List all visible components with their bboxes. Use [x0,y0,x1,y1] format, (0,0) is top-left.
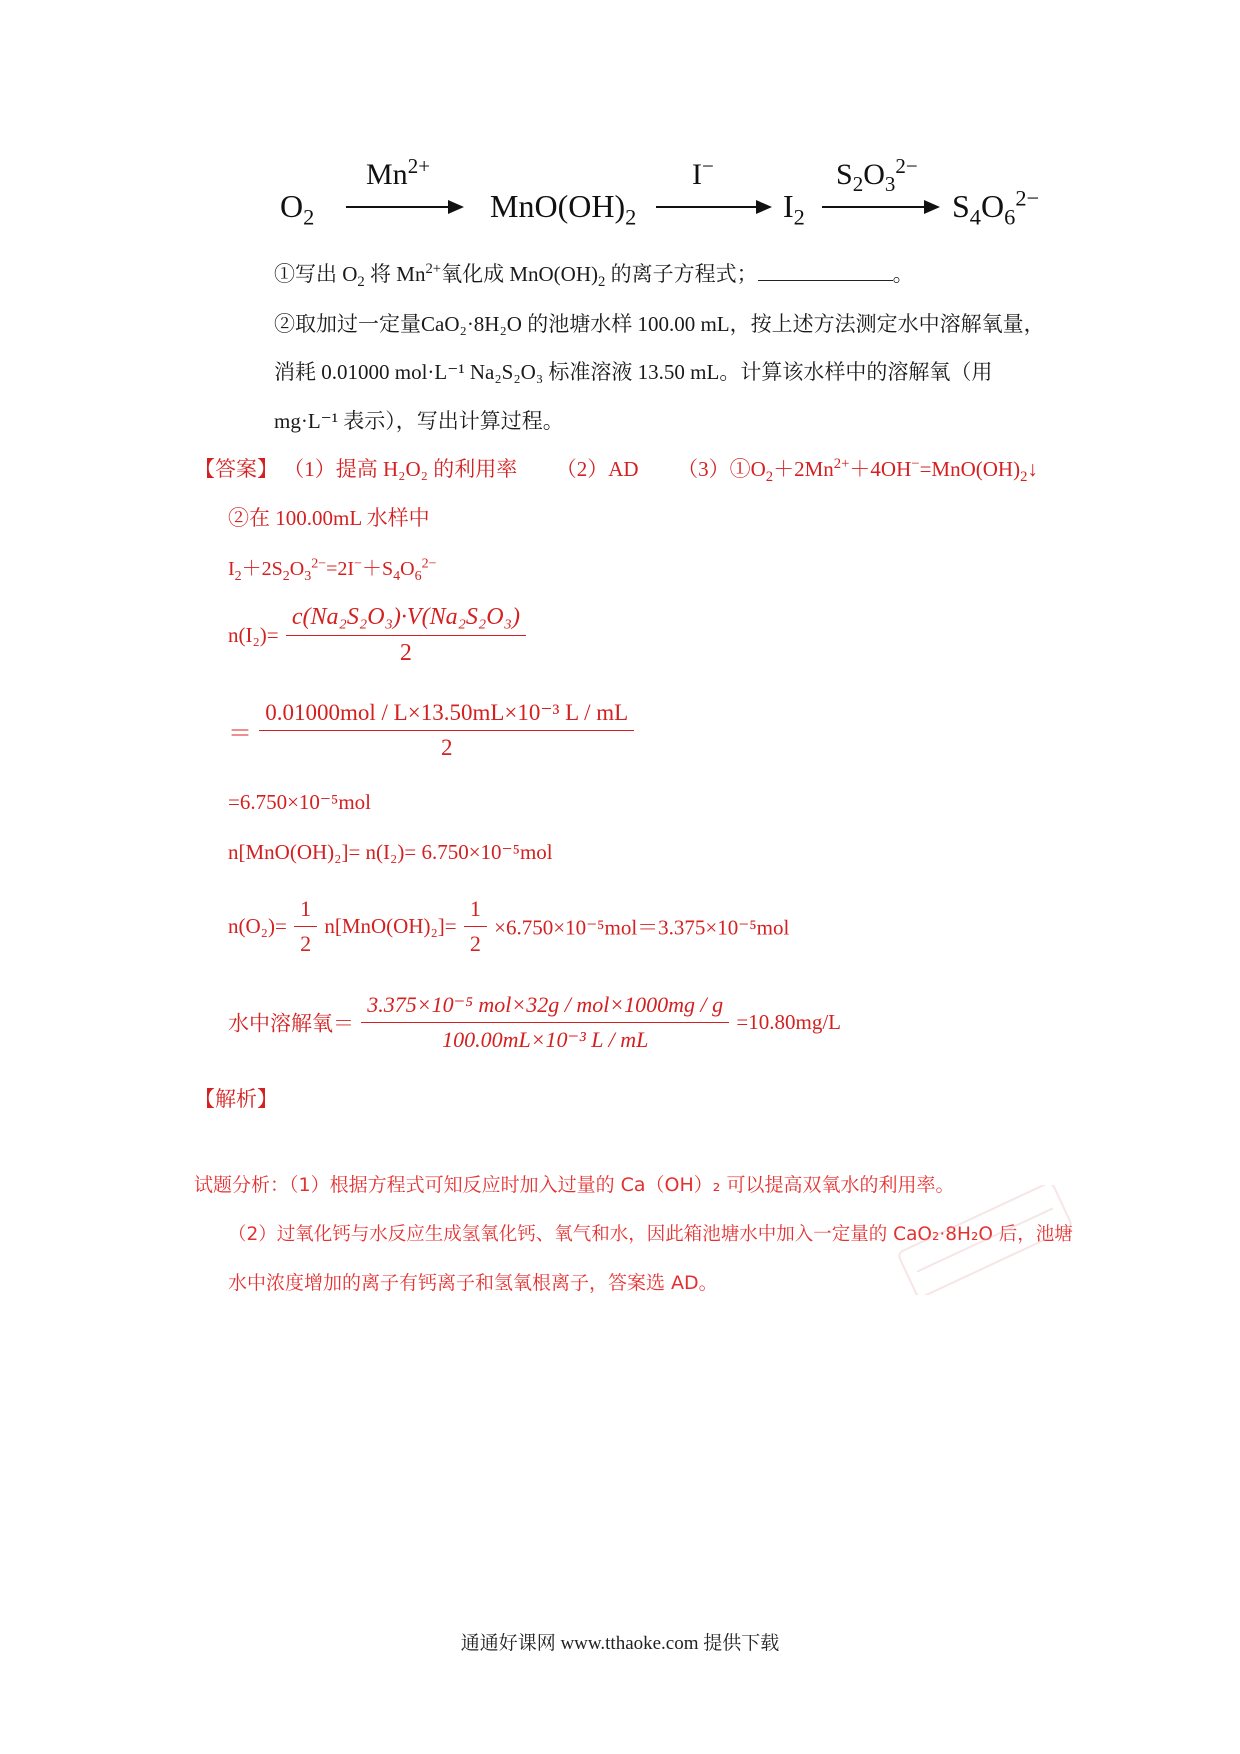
scheme-o2: $O_2$ [280,188,315,230]
do-numerator: 3.375×10⁻⁵ mol×32g / mol×1000mg / g [361,992,729,1023]
no2-label: n(O₂)= [228,914,287,938]
question-2-line-3: mg·L⁻¹ 表示），写出计算过程。 [274,409,564,433]
nmnooh-line: n[MnO(OH)₂]= n(I₂)= 6.750×10⁻⁵mol [228,840,553,864]
arrow-1-line [346,206,450,208]
answer-part-3: $(3)①O_2+2Mn^{2+}+4OH^-=MnO(OH)_2↓$ [677,456,1038,486]
no2-frac1-num: 1 [294,896,317,927]
no2-fraction-2 [464,896,487,957]
answer-step-intro: ②在 100.00mL 水样中 [228,506,430,530]
no2-frac1-den: 2 [300,931,312,956]
calc-equals: ＝ [228,721,252,747]
no2-frac2-num: 1 [464,896,487,927]
scheme-reagent-iodide: I− [692,154,714,191]
do-result: =10.80mg/L [736,1010,842,1034]
ni2-formula [228,604,528,667]
arrow-2-line [656,206,758,208]
answer-line [194,453,1038,486]
no2-end: ×6.750×10⁻⁵mol＝3.375×10⁻⁵mol [494,915,790,940]
analysis-line-1: 试题分析：（1）根据方程式可知反应时加入过量的 Ca（OH）₂ 可以提高双氧水的利用率。 [194,1174,955,1196]
calc-numerator: 0.01000mol / L×13.50mL×10⁻³ L / mL [259,700,634,731]
page-footer: 通通好课网 www.tthaoke.com 提供下载 [460,1633,780,1654]
scheme-tetrathionate: $S_4O_6^{2-}$ [952,185,1040,230]
answer-part-1: （1）提高 H₂O₂ 的利用率 [283,457,518,481]
ni2-denominator: 2 [399,640,412,666]
answer-label: 【答案】 [194,457,278,481]
calc-formula [228,700,636,761]
calc-denominator: 2 [440,735,453,760]
answer-equation: $I_2+2S_2O_3^{2-}=2I^-+S_4O_6^{2-}$ [228,556,437,584]
scheme-mnooh: $MnO(OH)_2$ [490,188,637,230]
ni2-numerator: c(Na₂S₂O₃)·V(Na₂S₂O₃) [286,604,526,636]
scheme-reagent-mn: $Mn^{2+}$ [366,154,431,191]
analysis-line-3: 水中浓度增加的离子有钙离子和氢氧根离子，答案选 AD。 [228,1272,718,1294]
do-label: 水中溶解氧＝ [228,1011,354,1036]
no2-fraction-1 [294,896,317,957]
question-2-line-1: ②取加过一定量CaO₂·8H₂O 的池塘水样 100.00 mL，按上述方法测定水中溶解氧量， [274,312,1045,336]
question-1: ①写出 $O_2$ 将 $Mn^{2+}$氧化成 $MnO(OH)_2$ 的离子方程式； 。 [274,261,914,291]
result-1: =6.750×10⁻⁵mol [228,790,372,814]
no2-middle: n[MnO(OH)₂]= [324,914,457,938]
watermark-graphic [880,1185,1090,1295]
arrow-1-head [448,200,464,214]
do-fraction [361,992,729,1053]
arrow-2-head [756,200,772,214]
no2-formula [228,896,789,957]
do-denominator: 100.00mL×10⁻³ L / mL [442,1027,649,1052]
scheme-reagent-thiosulfate: $S_2O_3^{2-}$ [836,154,918,196]
answer-blank [758,260,893,281]
watermark-stamp [880,1185,1090,1295]
analysis-label: 【解析】 [194,1087,278,1111]
no2-frac2-den: 2 [469,931,481,956]
scheme-i2: $I_2$ [783,188,805,230]
question-2-line-2: 消耗 0.01000 mol·L⁻¹ Na₂S₂O₃ 标准溶液 13.50 mL。计算该水样中的溶解氧（用 [274,360,993,384]
analysis-line-2: （2）过氧化钙与水反应生成氢氧化钙、氧气和水，因此箱池塘水中加入一定量的 CaO₂·8H₂O 后，池塘 [228,1224,1073,1245]
dissolved-oxygen-formula [228,992,841,1053]
calc-fraction [259,700,634,761]
arrow-3-line [822,206,926,208]
ni2-fraction [286,604,526,667]
arrow-3-head [924,200,940,214]
answer-part-2: （2）AD [555,457,639,481]
ni2-label: n(I₂)= [228,623,279,647]
